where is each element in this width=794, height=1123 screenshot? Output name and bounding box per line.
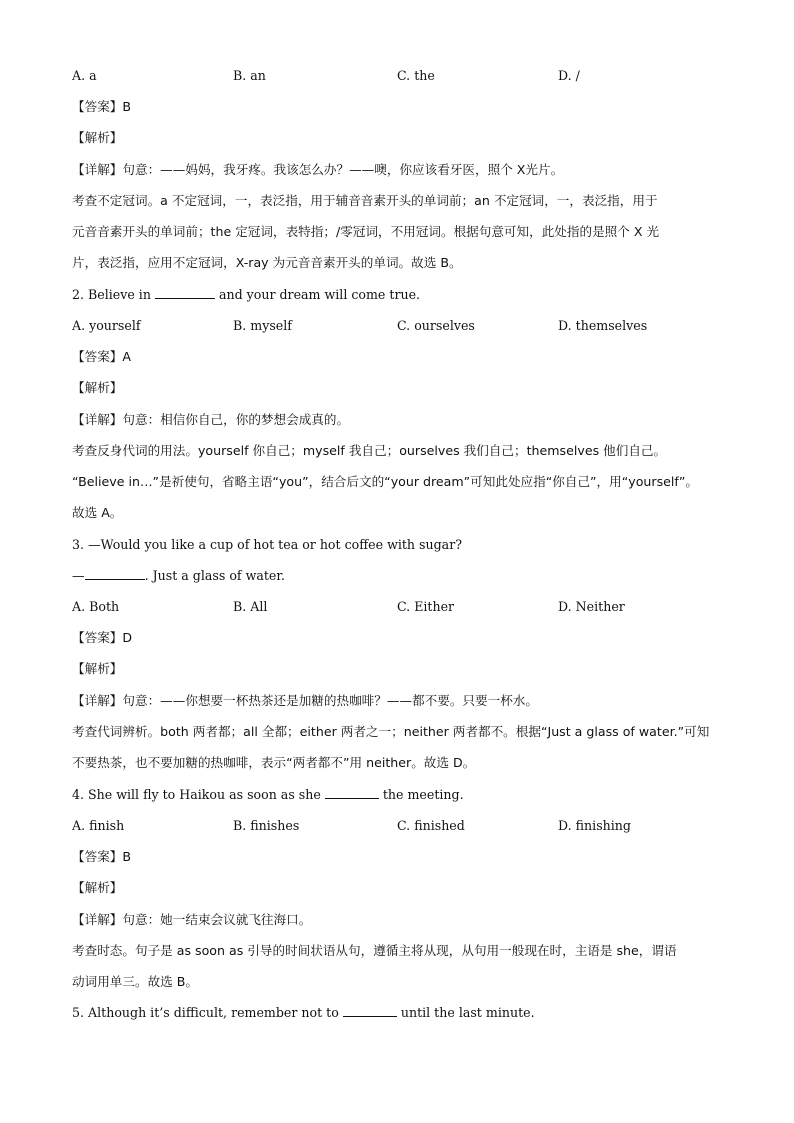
q3-option-b: B. All [233,599,268,614]
q2-option-c: C. ourselves [397,318,475,333]
q1-explanation-line-2: 元音音素开头的单词前；the 定冠词，表特指；/零冠词，不用冠词。根据句意可知，此处指的是照个 X 光 [72,224,660,239]
q2-option-b: B. myself [233,318,292,333]
q2-option-d: D. themselves [558,318,648,333]
q1-answer: 【答案】B [72,99,132,114]
q4-option-b: B. finishes [233,818,300,833]
q2-option-a: A. yourself [72,318,141,333]
q1-option-b: B. an [233,68,266,83]
q3-stem-line-1: 3. —Would you like a cup of hot tea or hot coffee with sugar? [72,537,462,552]
q3-stem-line-2 [72,567,285,585]
q5-stem [72,1004,535,1022]
q2-explanation-line-2: “Believe in…”是祈使句，省略主语“you”，结合后文的“your dream”可知此处应指“你自己”，用“yourself”。 [72,474,698,489]
q3-answer: 【答案】D [72,630,133,645]
q4-option-a: A. finish [72,818,125,833]
q1-option-c: C. the [397,68,435,83]
q1-explanation-line-1: 考查不定冠词。a 不定冠词，一，表泛指，用于辅音音素开头的单词前；an 不定冠词，一，表泛指，用于 [72,193,658,208]
q3-analysis-label: 【解析】 [72,661,123,676]
q3-option-d: D. Neither [558,599,625,614]
q4-explanation-line-2: 动词用单三。故选 B。 [72,974,198,989]
q2-stem [72,286,420,304]
q1-explanation-line-3: 片，表泛指，应用不定冠词，X-ray 为元音音素开头的单词。故选 B。 [72,255,462,270]
q1-analysis-label: 【解析】 [72,130,123,145]
q2-detail: 【详解】句意：相信你自己，你的梦想会成真的。 [72,412,350,427]
q4-option-c: C. finished [397,818,465,833]
q2-explanation-line-1: 考查反身代词的用法。yourself 你自己；myself 我自己；ourselves 我们自己；themselves 他们自己。 [72,443,667,458]
q4-stem-end: the meeting. [382,787,464,802]
q3-stem-end: . Just a glass of water. [144,568,286,583]
q2-stem-end: and your dream will come true. [218,287,421,302]
q3-option-c: C. Either [397,599,455,614]
q4-detail: 【详解】句意：她一结束会议就飞往海口。 [72,912,312,927]
q4-stem [72,786,464,804]
q5-stem-end: until the last minute. [400,1005,535,1020]
q2-answer: 【答案】A [72,349,131,364]
q3-explanation-line-1: 考查代词辨析。both 两者都；all 全都；either 两者之一；neither 两者都不。根据“Just a glass of water.”可知 [72,724,710,739]
q4-analysis-label: 【解析】 [72,880,123,895]
q2-blank [155,286,215,299]
q2-stem-start: 2. Believe in [72,287,151,302]
q3-explanation-line-2: 不要热茶，也不要加糖的热咖啡，表示“两者都不”用 neither。故选 D。 [72,755,476,770]
q5-stem-start: 5. Although it’s difficult, remember not to [72,1005,339,1020]
q3-detail: 【详解】句意：——你想要一杯热茶还是加糖的热咖啡？——都不要。只要一杯水。 [72,693,538,708]
q2-explanation-line-3: 故选 A。 [72,505,123,520]
q4-answer: 【答案】B [72,849,132,864]
q5-blank [343,1004,397,1017]
q4-explanation-line-1: 考查时态。句子是 as soon as 引导的时间状语从句，遵循主将从现，从句用一般现在时，主语是 she，谓语 [72,943,677,958]
q1-option-d: D. / [558,68,580,83]
q3-option-a: A. Both [72,599,120,614]
q4-option-d: D. finishing [558,818,631,833]
q2-analysis-label: 【解析】 [72,380,123,395]
q1-detail: 【详解】句意：——妈妈，我牙疼。我该怎么办？——噢，你应该看牙医，照个 X光片。 [72,162,564,177]
q4-blank [325,786,379,799]
q3-blank [85,567,145,580]
q4-stem-start: 4. She will fly to Haikou as soon as she [72,787,321,802]
q3-dash: — [72,568,85,583]
q1-option-a: A. a [72,68,97,83]
